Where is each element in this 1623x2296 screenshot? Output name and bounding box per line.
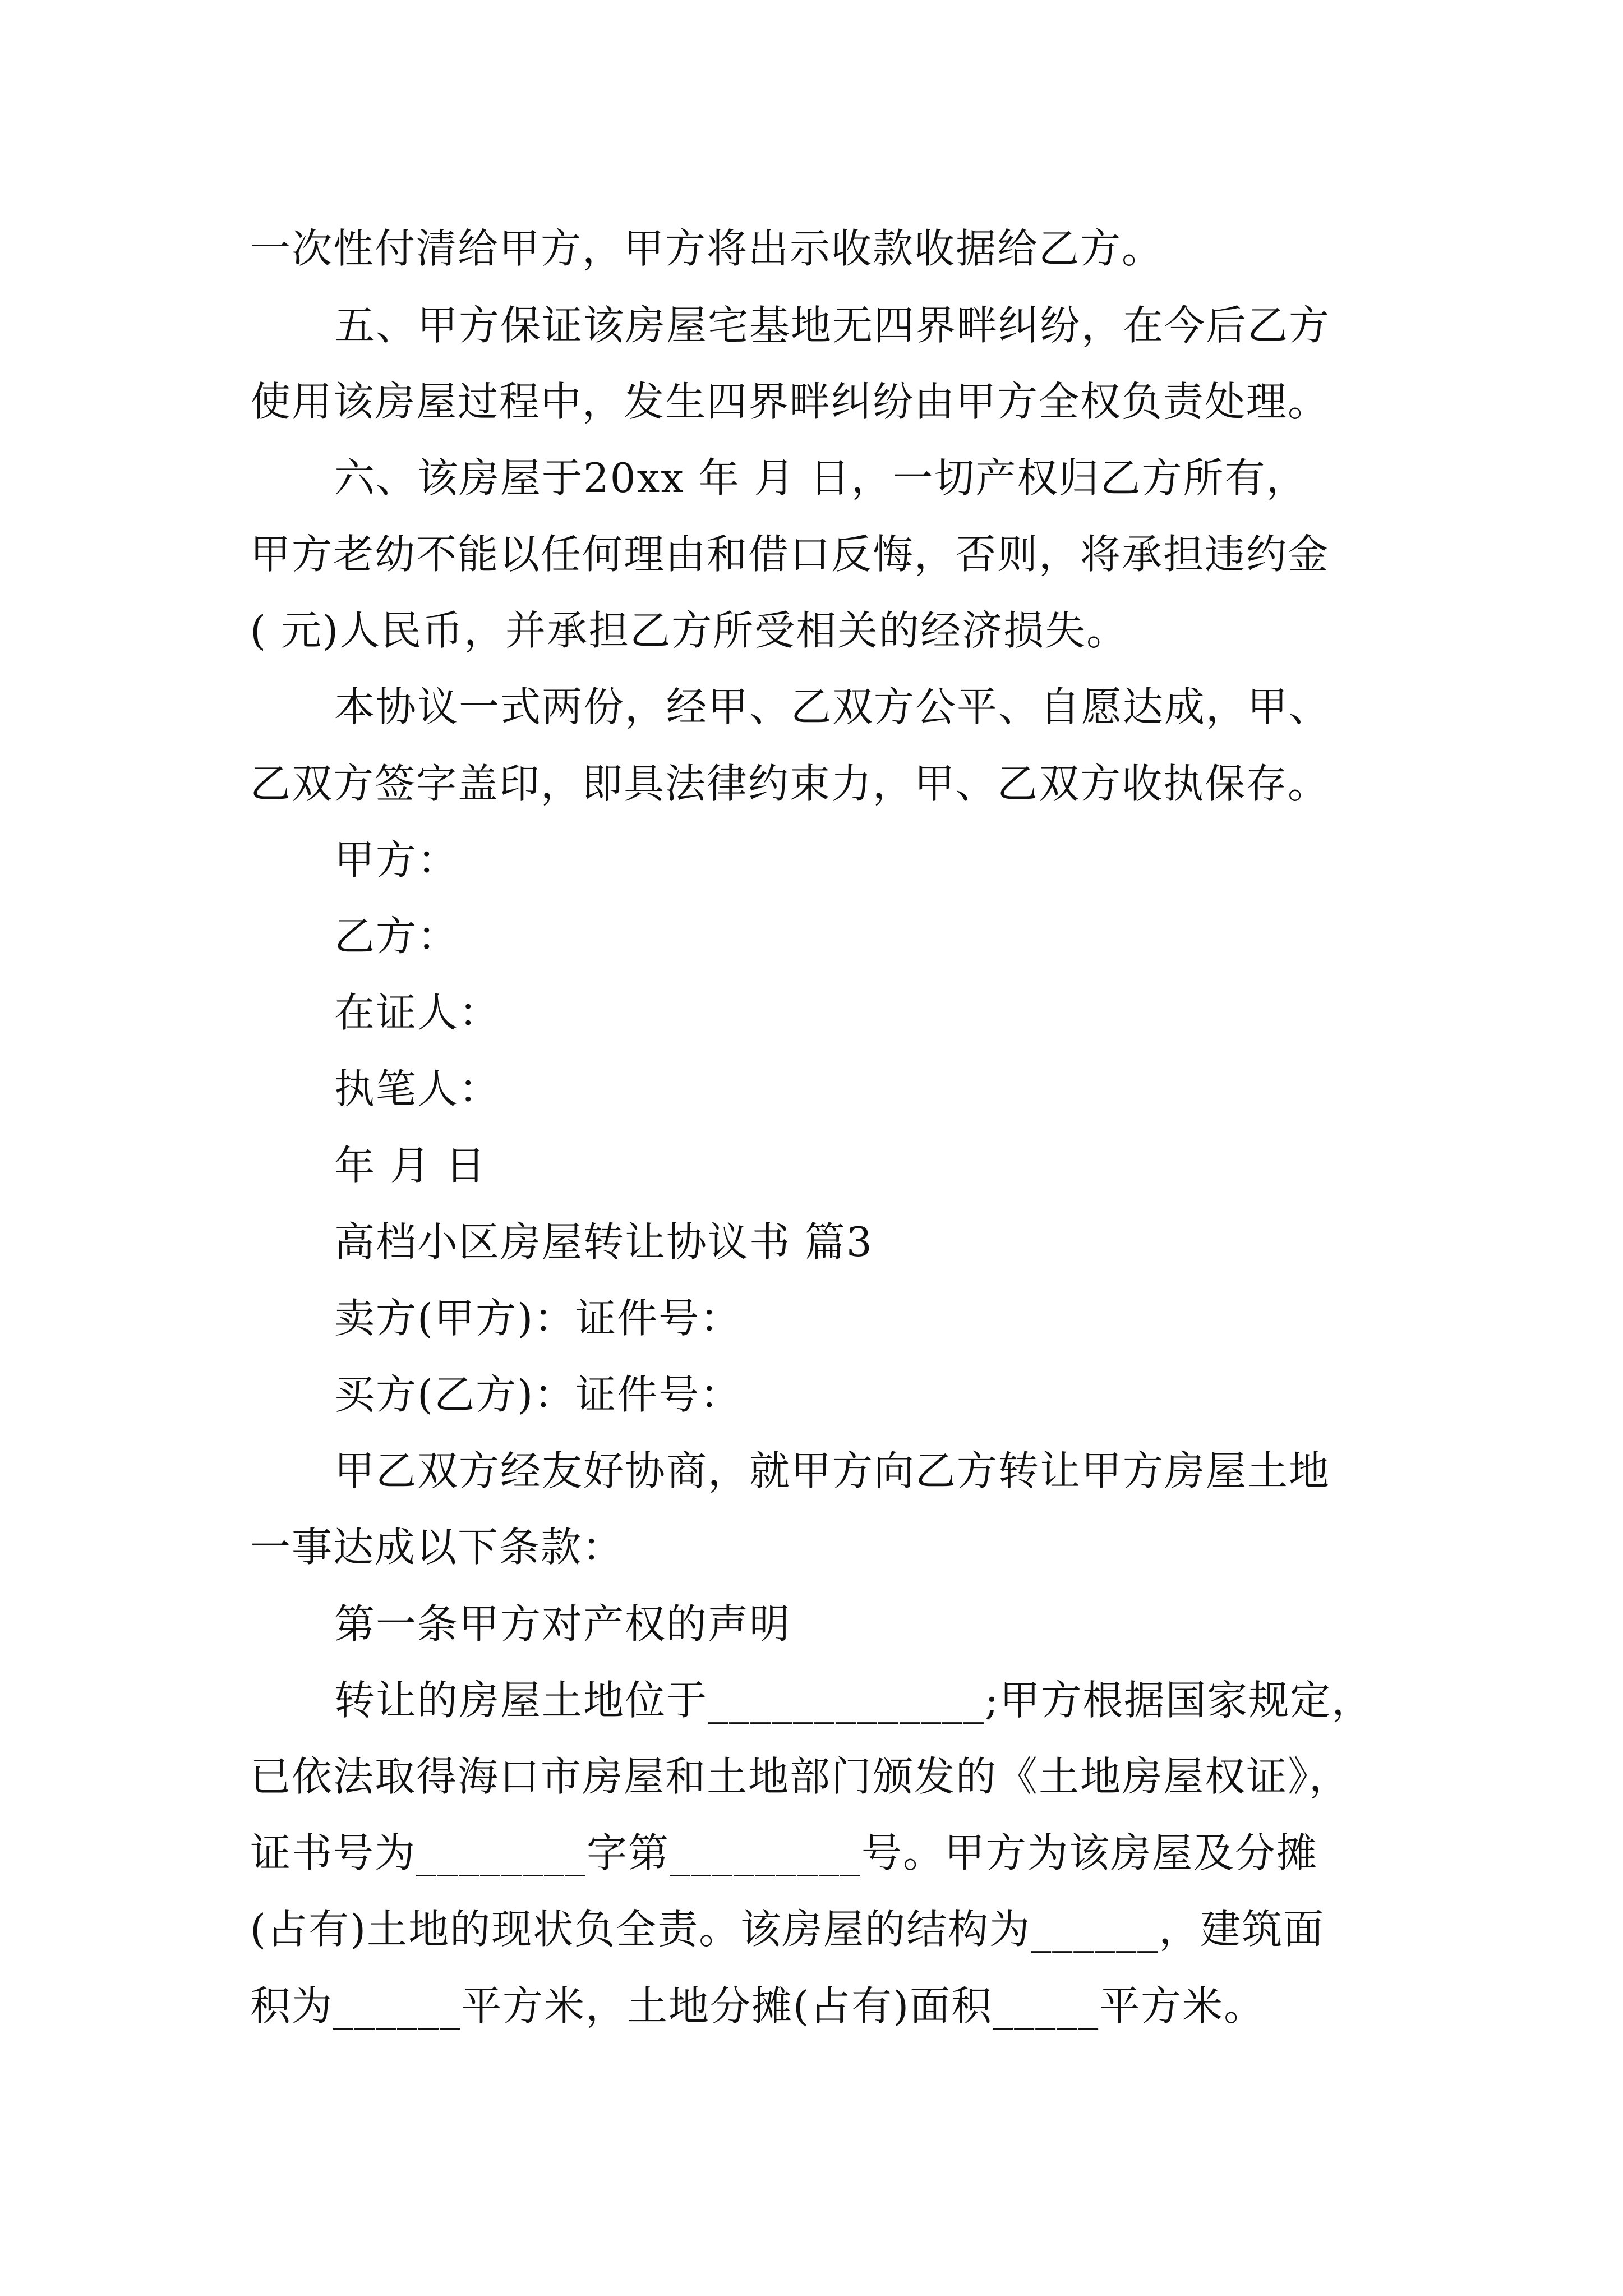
party-b-signature: 乙方： <box>334 913 459 960</box>
article-one-line-5: 积为______平方米，土地分摊(占有)面积_____平方米。 <box>250 1982 1266 2030</box>
signature-date: 年 月 日 <box>334 1142 487 1189</box>
article-one-line-2: 已依法取得海口市房屋和土地部门颁发的《土地房屋权证》， <box>250 1753 1351 1800</box>
article-one-line-1: 转让的房屋土地位于_____________;甲方根据国家规定， <box>334 1677 1373 1724</box>
clause-five-line-2: 使用该房屋过程中，发生四界畔纠纷由甲方全权负责处理。 <box>250 378 1330 425</box>
article-one-title: 第一条甲方对产权的声明 <box>334 1600 791 1648</box>
agreement-copies-line-1: 本协议一式两份，经甲、乙双方公平、自愿达成，甲、 <box>334 683 1331 730</box>
clause-six-line-2: 甲方老幼不能以任何理由和借口反悔，否则，将承担违约金 <box>250 531 1330 578</box>
party-a-signature: 甲方： <box>334 836 459 884</box>
clause-five-line-1: 五、甲方保证该房屋宅基地无四界畔纠纷，在今后乙方 <box>334 302 1331 349</box>
seller-line: 卖方(甲方)：证件号： <box>334 1295 742 1342</box>
negotiation-line-2: 一事达成以下条款： <box>250 1524 624 1571</box>
buyer-line: 买方(乙方)：证件号： <box>334 1371 742 1418</box>
writer-signature: 执笔人： <box>334 1065 501 1112</box>
article-one-line-3: 证书号为________字第_________号。甲方为该房屋及分摊 <box>250 1829 1318 1876</box>
clause-six-line-3: ( 元)人民币，并承担乙方所受相关的经济损失。 <box>250 607 1128 654</box>
agreement-copies-line-2: 乙双方签字盖印，即具法律约束力，甲、乙双方收执保存。 <box>250 760 1330 807</box>
text-line-1: 一次性付清给甲方，甲方将出示收款收据给乙方。 <box>250 225 1164 272</box>
clause-six-line-1: 六、该房屋于20xx 年 月 日，一切产权归乙方所有， <box>334 454 1308 501</box>
article-one-line-4: (占有)土地的现状负全责。该房屋的结构为______，建筑面 <box>250 1906 1325 1953</box>
witness-signature: 在证人： <box>334 989 501 1036</box>
negotiation-line-1: 甲乙双方经友好协商，就甲方向乙方转让甲方房屋土地 <box>334 1447 1331 1494</box>
section-title: 高档小区房屋转让协议书 篇3 <box>334 1218 873 1266</box>
